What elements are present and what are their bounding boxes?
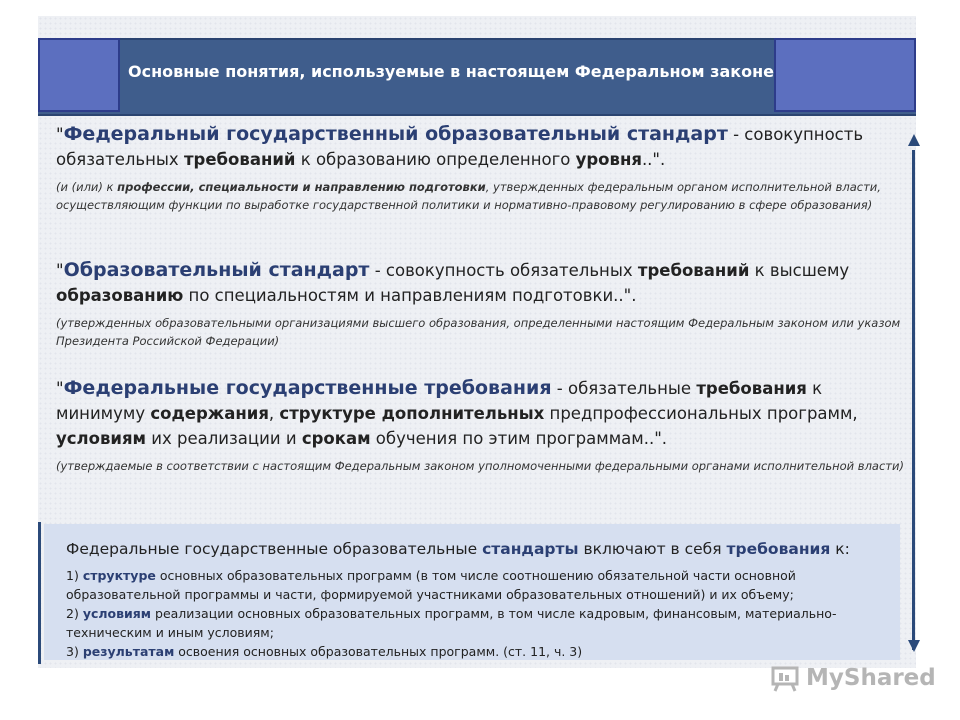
definition-fgos — [56, 122, 904, 214]
definition-note: (утвержденных образовательными организациями высшего образования, определенными настоящим Федеральным законом или указом Президента Российской Федерации) — [56, 316, 901, 348]
box-heading: Федеральные государственные образовательные стандарты включают в себя требования к: — [66, 540, 850, 558]
fgos-requirements-box — [44, 524, 900, 660]
scroll-down-arrow-icon — [908, 640, 920, 652]
page-title: Основные понятия, используемые в настоящем Федеральном законе — [128, 62, 774, 81]
list-item: 2) условиям реализации основных образовательных программ, в том числе кадровым, финансовым, материально-техническим и иным условиям; — [66, 606, 837, 640]
definition-note: (и (или) к профессии, специальности и направлению подготовки, утвержденных федеральным органом исполнительной власти, осуществляющим функции по выработке государственной политики и нормативно-правовому регулированию в сфере образования) — [56, 180, 881, 212]
header-right-accent-block — [774, 38, 916, 112]
definition-term: Федеральные государственные требования — [63, 377, 552, 399]
definition-educational-standard — [56, 258, 904, 350]
watermark-text: MyShared — [806, 665, 936, 691]
definition-educational-standard-text: "Образовательный стандарт - совокупность обязательных требований к высшему образованию по специальностям и направлениям подготовки..". — [56, 259, 850, 305]
presentation-board-icon — [770, 663, 800, 693]
definition-fgos-text: "Федеральный государственный образовательный стандарт - совокупность обязательных требований к образованию определенного уровня..". — [56, 123, 864, 169]
definition-term: Образовательный стандарт — [63, 259, 370, 281]
watermark-logo — [770, 660, 936, 696]
header-left-accent-block — [38, 38, 120, 112]
scroll-up-arrow-icon — [908, 134, 920, 146]
list-item: 3) результатам освоения основных образовательных программ. (ст. 11, ч. 3) — [66, 644, 583, 659]
list-item: 1) структуре основных образовательных программ (в том числе соотношению обязательной части основной образовательной программы и части, формируемой участниками образовательных отношений) и их объему; — [66, 568, 796, 602]
definition-note: (утверждаемые в соответствии с настоящим Федеральным законом уполномоченными федеральными органами исполнительной власти) — [56, 459, 904, 473]
definition-federal-requirements-text: "Федеральные государственные требования - обязательные требования к минимуму содержания, структуре дополнительных предпрофессиональных программ, условиям их реализации и срокам обучения по этим программам..". — [56, 377, 858, 448]
definition-term: Федеральный государственный образовательный стандарт — [63, 123, 728, 145]
left-border-rule — [38, 522, 41, 664]
definition-federal-requirements — [56, 376, 904, 475]
right-border-rule — [912, 150, 915, 650]
